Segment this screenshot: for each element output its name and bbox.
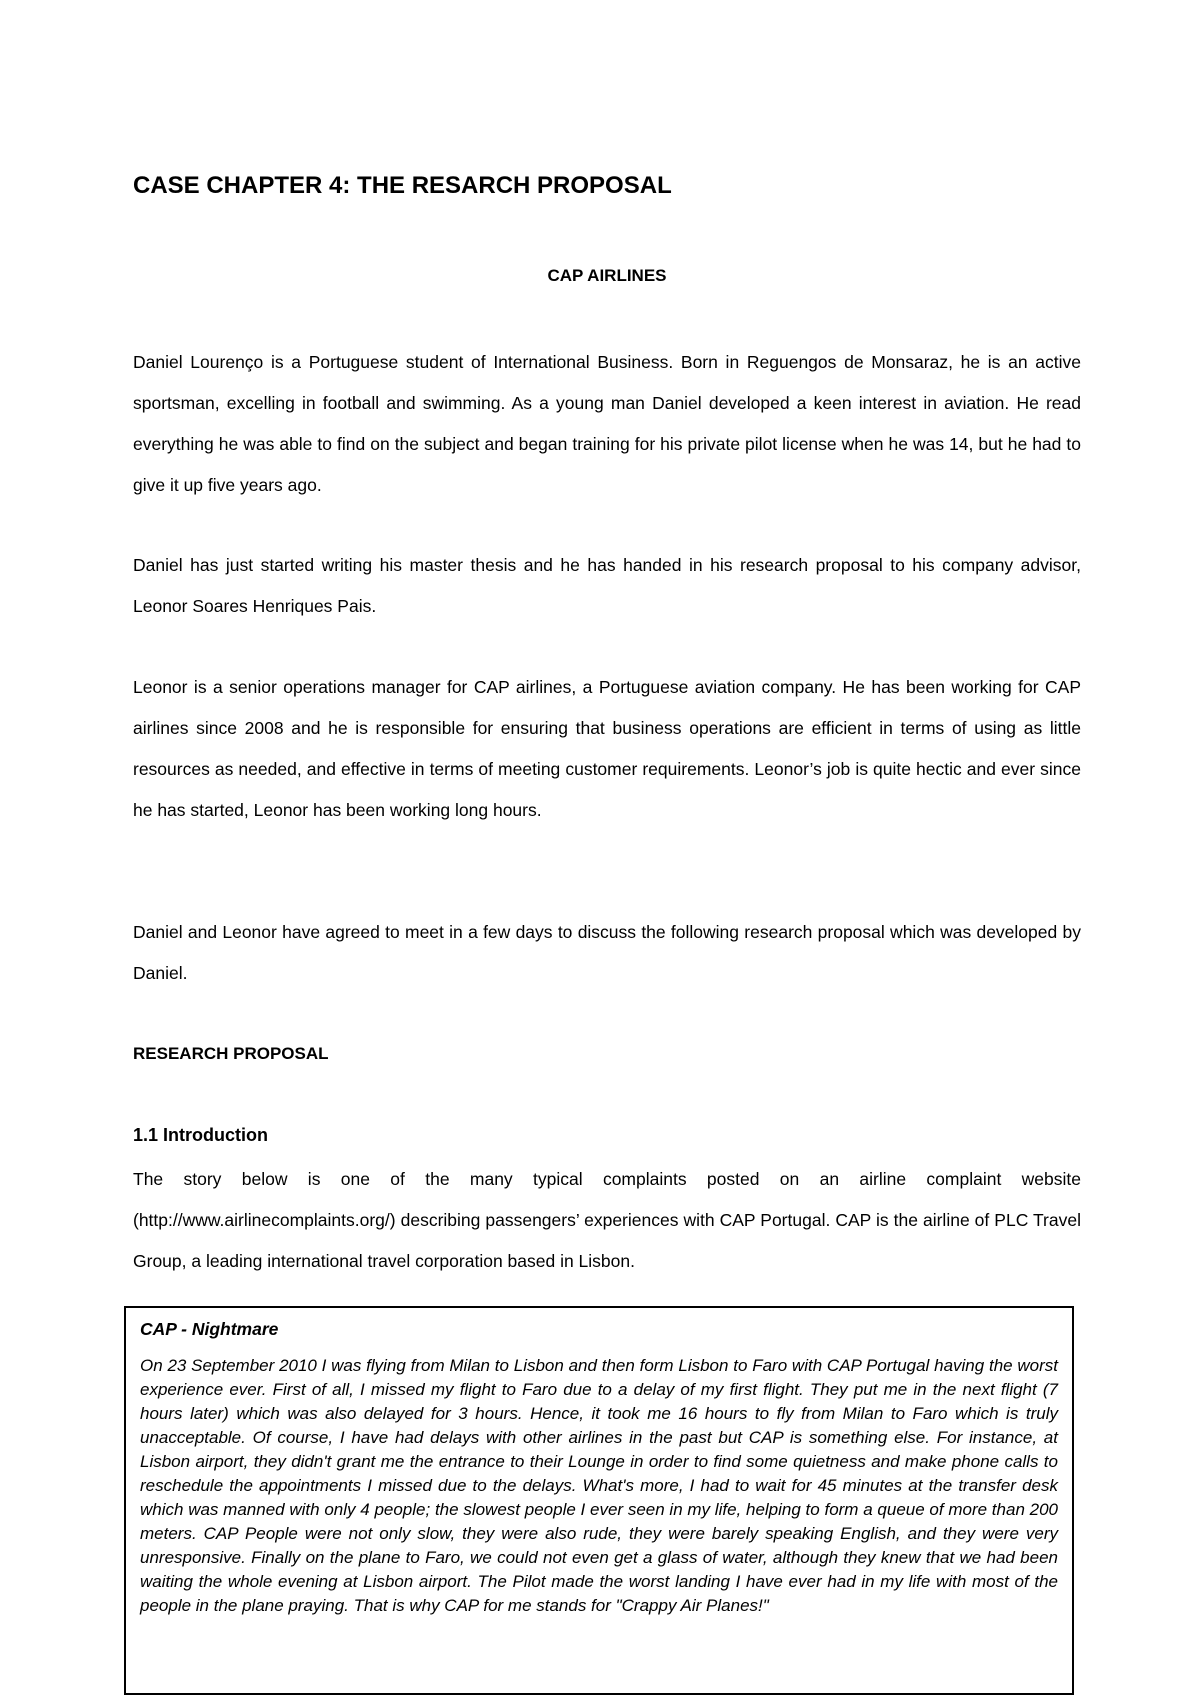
- paragraph-leonor: Leonor is a senior operations manager for CAP airlines, a Portuguese aviation company. He has been working for CAP airlines since 2008 and he is responsible for ensuring that business operations are efficient in terms of using as little resources as needed, and effective in terms of meeting customer requirements. Leonor’s job is quite hectic and ever since he has started, Leonor has been working long hours.: [133, 677, 1081, 820]
- subsection-heading: 1.1 Introduction: [133, 1125, 268, 1145]
- complaint-box: [124, 1306, 1074, 1695]
- complaint-text: On 23 September 2010 I was flying from Milan to Lisbon and then form Lisbon to Faro with CAP Portugal having the worst experience ever. First of all, I missed my flight to Faro due to a delay of my first flight. They put me in the next flight (7 hours later) which was also delayed for 3 hours. Hence, it took me 16 hours to fly from Milan to Faro which is truly unacceptable. Of course, I have had delays with other airlines in the past but CAP is something else. For instance, at Lisbon airport, they didn't grant me the entrance to their Lounge in order to find some quietness and make phone calls to reschedule the appointments I missed due to the delays. What's more, I had to wait for 45 minutes at the transfer desk which was manned with only 4 people; the slowest people I ever seen in my life, helping to form a queue of more than 200 meters. CAP People were not only slow, they were also rude, they were barely speaking English, and they were very unresponsive. Finally on the plane to Faro, we could not even get a glass of water, although they knew that we had been waiting the whole evening at Lisbon airport. The Pilot made the worst landing I have ever had in my life with most of the people in the plane praying. That is why CAP for me stands for "Crappy Air Planes!": [140, 1356, 1058, 1615]
- chapter-title: CASE CHAPTER 4: THE RESARCH PROPOSAL: [133, 172, 672, 199]
- paragraph-daniel-intro: Daniel Lourenço is a Portuguese student of International Business. Born in Reguengos de Monsaraz, he is an active sportsman, excelling in football and swimming. As a young man Daniel developed a keen interest in aviation. He read everything he was able to find on the subject and began training for his private pilot license when he was 14, but he had to give it up five years ago.: [133, 352, 1081, 495]
- complaint-title: CAP - Nightmare: [140, 1319, 279, 1339]
- section-heading: RESEARCH PROPOSAL: [133, 1044, 329, 1063]
- paragraph-thesis: Daniel has just started writing his master thesis and he has handed in his research proposal to his company advisor, Leonor Soares Henriques Pais.: [133, 555, 1081, 616]
- case-title: CAP AIRLINES: [547, 266, 667, 285]
- paragraph-introduction: The story below is one of the many typical complaints posted on an airline complaint website (http://www.airlinecomplaints.org/) describing passengers’ experiences with CAP Portugal. CAP is the airline of PLC Travel Group, a leading international travel corporation based in Lisbon.: [133, 1169, 1081, 1271]
- paragraph-meeting: Daniel and Leonor have agreed to meet in a few days to discuss the following research proposal which was developed by Daniel.: [133, 922, 1081, 983]
